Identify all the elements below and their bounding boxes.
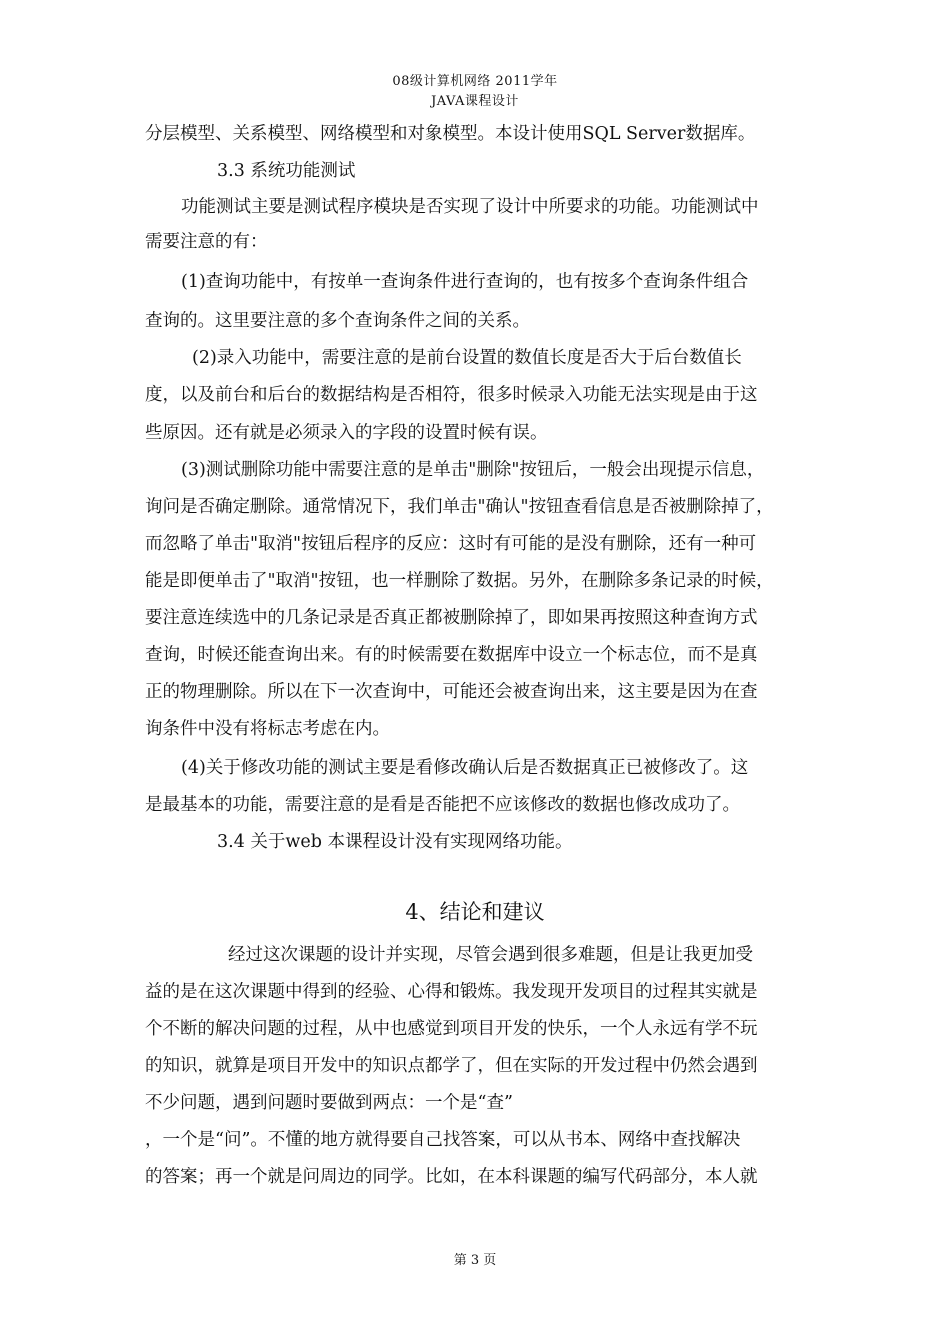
text-line: 些原因。还有就是必须录入的字段的设置时候有误。 <box>145 423 548 443</box>
text-line: 需要注意的有： <box>145 232 268 252</box>
subsection-heading: 3.3 系统功能测试 <box>217 161 356 181</box>
text-line: (1)查询功能中，有按单一查询条件进行查询的，也有按多个查询条件组合 <box>181 272 749 292</box>
text-line: 能是即便单击了"取消"按钮，也一样删除了数据。另外，在删除多条记录的时候， <box>145 571 774 591</box>
text-line: 的答案；再一个就是问周边的同学。比如，在本科课题的编写代码部分，本人就 <box>145 1167 758 1187</box>
page-header-line1: 08级计算机网络 2011学年 <box>392 74 558 89</box>
text-line: 分层模型、关系模型、网络模型和对象模型。本设计使用SQL Server数据库。 <box>145 124 756 144</box>
text-line: 益的是在这次课题中得到的经验、心得和锻炼。我发现开发项目的过程其实就是 <box>145 982 758 1002</box>
text-line: 是最基本的功能，需要注意的是看是否能把不应该修改的数据也修改成功了。 <box>145 795 740 815</box>
text-line: 正的物理删除。所以在下一次查询中，可能还会被查询出来，这主要是因为在查 <box>145 682 758 702</box>
text-line: (2)录入功能中，需要注意的是前台设置的数值长度是否大于后台数值长 <box>192 348 742 368</box>
section-heading: 4、结论和建议 <box>405 900 545 924</box>
text-line: 查询的。这里要注意的多个查询条件之间的关系。 <box>145 311 530 331</box>
text-line: 而忽略了单击"取消"按钮后程序的反应：这时有可能的是没有删除，还有一种可 <box>145 534 757 554</box>
page-number: 第 3 页 <box>453 1253 497 1268</box>
text-line: 要注意连续选中的几条记录是否真正都被删除掉了，即如果再按照这种查询方式 <box>145 608 758 628</box>
text-line: ，一个是“问”。不懂的地方就得要自己找答案，可以从书本、网络中查找解决 <box>145 1130 741 1150</box>
text-line: 经过这次课题的设计并实现，尽管会遇到很多难题，但是让我更加受 <box>228 945 753 965</box>
text-line: 询问是否确定删除。通常情况下，我们单击"确认"按钮查看信息是否被删除掉了， <box>145 497 774 517</box>
text-line: 查询，时候还能查询出来。有的时候需要在数据库中设立一个标志位，而不是真 <box>145 645 758 665</box>
text-line: (3)测试删除功能中需要注意的是单击"删除"按钮后，一般会出现提示信息， <box>181 460 765 480</box>
text-line: 询条件中没有将标志考虑在内。 <box>145 719 390 739</box>
subsection-heading: 3.4 关于web 本课程设计没有实现网络功能。 <box>217 832 573 852</box>
text-line: 个不断的解决问题的过程，从中也感觉到项目开发的快乐，一个人永远有学不玩 <box>145 1019 758 1039</box>
text-line: 度，以及前台和后台的数据结构是否相符，很多时候录入功能无法实现是由于这 <box>145 385 758 405</box>
text-line: 不少问题，遇到问题时要做到两点：一个是“查” <box>145 1093 513 1113</box>
text-line: (4)关于修改功能的测试主要是看修改确认后是否数据真正已被修改了。这 <box>181 758 749 778</box>
text-line: 的知识，就算是项目开发中的知识点都学了，但在实际的开发过程中仍然会遇到 <box>145 1056 758 1076</box>
text-line: 功能测试主要是测试程序模块是否实现了设计中所要求的功能。功能测试中 <box>181 197 759 217</box>
page-header-line2: JAVA课程设计 <box>431 94 519 109</box>
